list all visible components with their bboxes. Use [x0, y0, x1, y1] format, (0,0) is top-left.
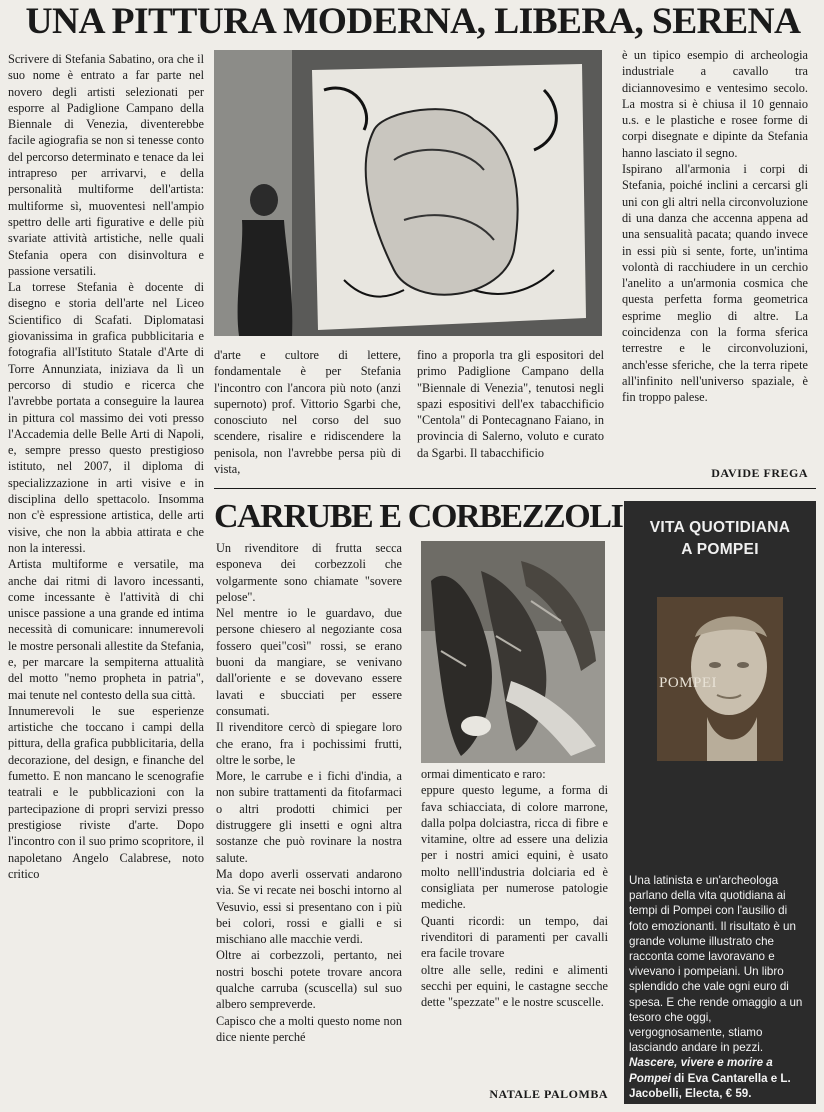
paragraph: Oltre ai corbezzoli, pertanto, nei nostri boschi potete trovare ancora qualche carruba (scuscella) sul suo albero sempreverde.: [216, 948, 402, 1012]
article2-byline: NATALE PALOMBA: [489, 1087, 608, 1101]
carob-photo: [421, 541, 605, 763]
book-credits: di Eva Cantarella e L. Jacobelli, Electa, € 59.: [629, 1071, 791, 1100]
paragraph: Capisco che a molti questo nome non dice niente perché: [216, 1013, 402, 1044]
article1-column-2: d'arte e cultore di lettere, fondamentale è per Stefania l'incontro con l'ancora più noto (anzi supernoto) prof. Vittorio Sgarbi che, conosciuto nel corso del suo scendere, risalire e ridiscendere la penisola, non l'avrebbe persa più di vista,: [214, 348, 401, 477]
article1-byline: DAVIDE FREGA: [711, 466, 808, 480]
paragraph: La torrese Stefania è docente di disegno e storia dell'arte nel Liceo Scientifico di Scafati. Diplomatasi giovanissima in grafica pubblicitaria e fotografia all'Istituto Statale d'Arte di Torre Annunziata, iniziava da lì un percorso di studio e ricerca che l'avrebbe portata a conseguire la laurea in pittura col massimo dei voti presso l'Accademia delle Belle Arti di Napoli, e, sempre presso questo prestigioso istituto, nel 2007, il diploma di specializzazione in arti visive e in disciplina dello spettacolo. Insomma non c'è espressione artistica, delle arti visive, che non la abbia attirata e che non la interessi.: [8, 280, 204, 555]
book-title: Nascere, vivere e morire a Pompei: [629, 1056, 773, 1085]
section-divider: [214, 488, 816, 489]
sidebar-title-line-2: A POMPEI: [681, 541, 759, 558]
book-cover: [657, 597, 783, 761]
paragraph: Quanti ricordi: un tempo, dai rivenditori di paramenti per cavalli era facile trovare: [421, 913, 608, 961]
article2-column-1: [216, 540, 402, 1102]
sidebar-description: [629, 873, 809, 1101]
sidebar-title-line-1: VITA QUOTIDIANA: [649, 519, 791, 536]
artist-photo: [214, 50, 602, 336]
paragraph: è un tipico esempio di archeologia industriale a cavallo tra diciannovesimo e ventesimo secolo. La mostra si è chiusa il 10 gennaio u.s. e le plastiche e rosee forme di corpi disegnate e dipinte da Stefania hanno lasciato il segno.: [622, 48, 808, 160]
article2-headline: CARRUBE E CORBEZZOLI: [214, 498, 623, 535]
article2-column-2: [421, 766, 608, 1088]
paragraph: Ma dopo averli osservati andarono via. Se vi recate nei boschi intorno al Vesuvio, essi si presentano con i più bei colori, rossi e gialli e si mischiano alle macchie verdi.: [216, 866, 402, 947]
paragraph: oltre alle selle, redini e alimenti secchi per equini, le castagne secche dette "spezzate" e le nostre scuscelle.: [421, 962, 608, 1010]
paragraph: Un rivenditore di frutta secca esponeva dei corbezzoli che volgarmente sono chiamate "sovere pelose".: [216, 541, 402, 604]
paragraph: ormai dimenticato e raro:: [421, 767, 546, 781]
sidebar-body: Una latinista e un'archeologa parlano della vita quotidiana ai tempi di Pompei con l'ausilio di foto emozionanti. Il risultato è un grande volume illustrato che racconta come lavoravano e vivevano i pompeiani. Un libro splendido che vale ogni euro di spesa. E che rende omaggio a un tesoro che oggi, vergognosamente, stiamo lasciando andare in pezzi.: [629, 874, 803, 1055]
paragraph: Innumerevoli le sue esperienze artistiche che toccano i campi della pittura, della grafica pubblicitaria, della decorazione, del design, e finanche del fumetto. E non mancano le scenografie teatrali e le pubblicazioni con la partecipazione di propri servizi presso prestigiose riviste d'arte. Dopo l'incontro con il suo primo scopritore, il napoletano Angelo Calabrese, noto critico: [8, 703, 204, 881]
paragraph: Il rivenditore cercò di spiegare loro che erano, fra i pochissimi frutti, oltre le sorbe, le: [216, 720, 402, 767]
article1-column-1: [8, 51, 204, 1103]
paragraph: More, le carrube e i fichi d'india, a non subire trattamenti da fitofarmaci o altri prodotti chimici per distruggere gli insetti e ogni altra sostanze che può rovinare la nostra salute.: [216, 769, 402, 865]
article1-column-3: fino a proporla tra gli espositori del primo Padiglione Campano della "Biennale di Venezia", tenutosi negli spazi espositivi dell'ex tabacchificio "Centola" di Pontecagnano Faiano, in provincia di Salerno, voluto e curato da Sgarbi. Il tabacchificio: [417, 348, 604, 460]
book-sidebar: [624, 501, 816, 1104]
paragraph: Nel mentre io le guardavo, due persone chiesero al negoziante cosa fossero quei"così" rossi, se erano buoni da mangiare, se venivano dall'oriente e se dovevano essere lavati e sbucciati per essere consumati.: [216, 606, 402, 718]
book-cover-label: POMPEI: [659, 675, 718, 691]
artist-with-painting-image: [214, 50, 602, 336]
paragraph: Scrivere di Stefania Sabatino, ora che il suo nome è entrato a far parte nel novero degli artisti selezionati per esporre al Padiglione Campano della Biennale di Venezia, diventerebbe facile agiografia se non si tenesse conto del percorso determinato e tenace da lei intrapreso per arrivarvi, e della personalità multiforme dell'artista: multiforme sì, muoventesi nell'ampio spettro delle arti figurative e delle più svariate attività artistiche, nelle quali Stefania opera con disinvoltura e passione versatili.: [8, 52, 204, 278]
carob-pods-image: [421, 541, 605, 763]
paragraph: eppure questo legume, a forma di fava schiacciata, di colore marrone, dalla polpa dolciastra, ricca di fibre e vitamine, oltre ad essere una delizia per i nostri amici equini, è usato molto nelll'industria dolciaria ed è consigliata per numerose patologie mediche.: [421, 783, 608, 912]
paragraph: Artista multiforme e versatile, ma anche dai ritmi di lavoro incessanti, come incessante è l'attività di chi unisce passione a una grande ed intima necessità di comunicare: innumerevoli le mostre personali allestite da Stefania, e, per marcare la sempiterna attualità del motto "nemo propheta in patria", mai tenute nel contesto della sua città.: [8, 557, 204, 702]
paragraph: Ispirano all'armonia i corpi di Stefania, poiché inclini a cercarsi gli uni con gli altri nella circonvoluzione di una danza che accenna appena ad una sensualità pacata; quando invece in essi più si sente, forte, un'intima volontà di racchiudere in un cerchio l'anelito a un'armonia cosmica che questa perfetta forma geometrica esprime meglio di altre. La coincidenza con la forma sferica terrestre e le circonvoluzioni, anch'esse sferiche, che la terra ripete all'infinito nell'universo spaziale, è fin troppo palese.: [622, 162, 808, 405]
headline: UNA PITTURA MODERNA, LIBERA, SERENA: [25, 1, 801, 42]
article1-column-4: [622, 47, 808, 467]
